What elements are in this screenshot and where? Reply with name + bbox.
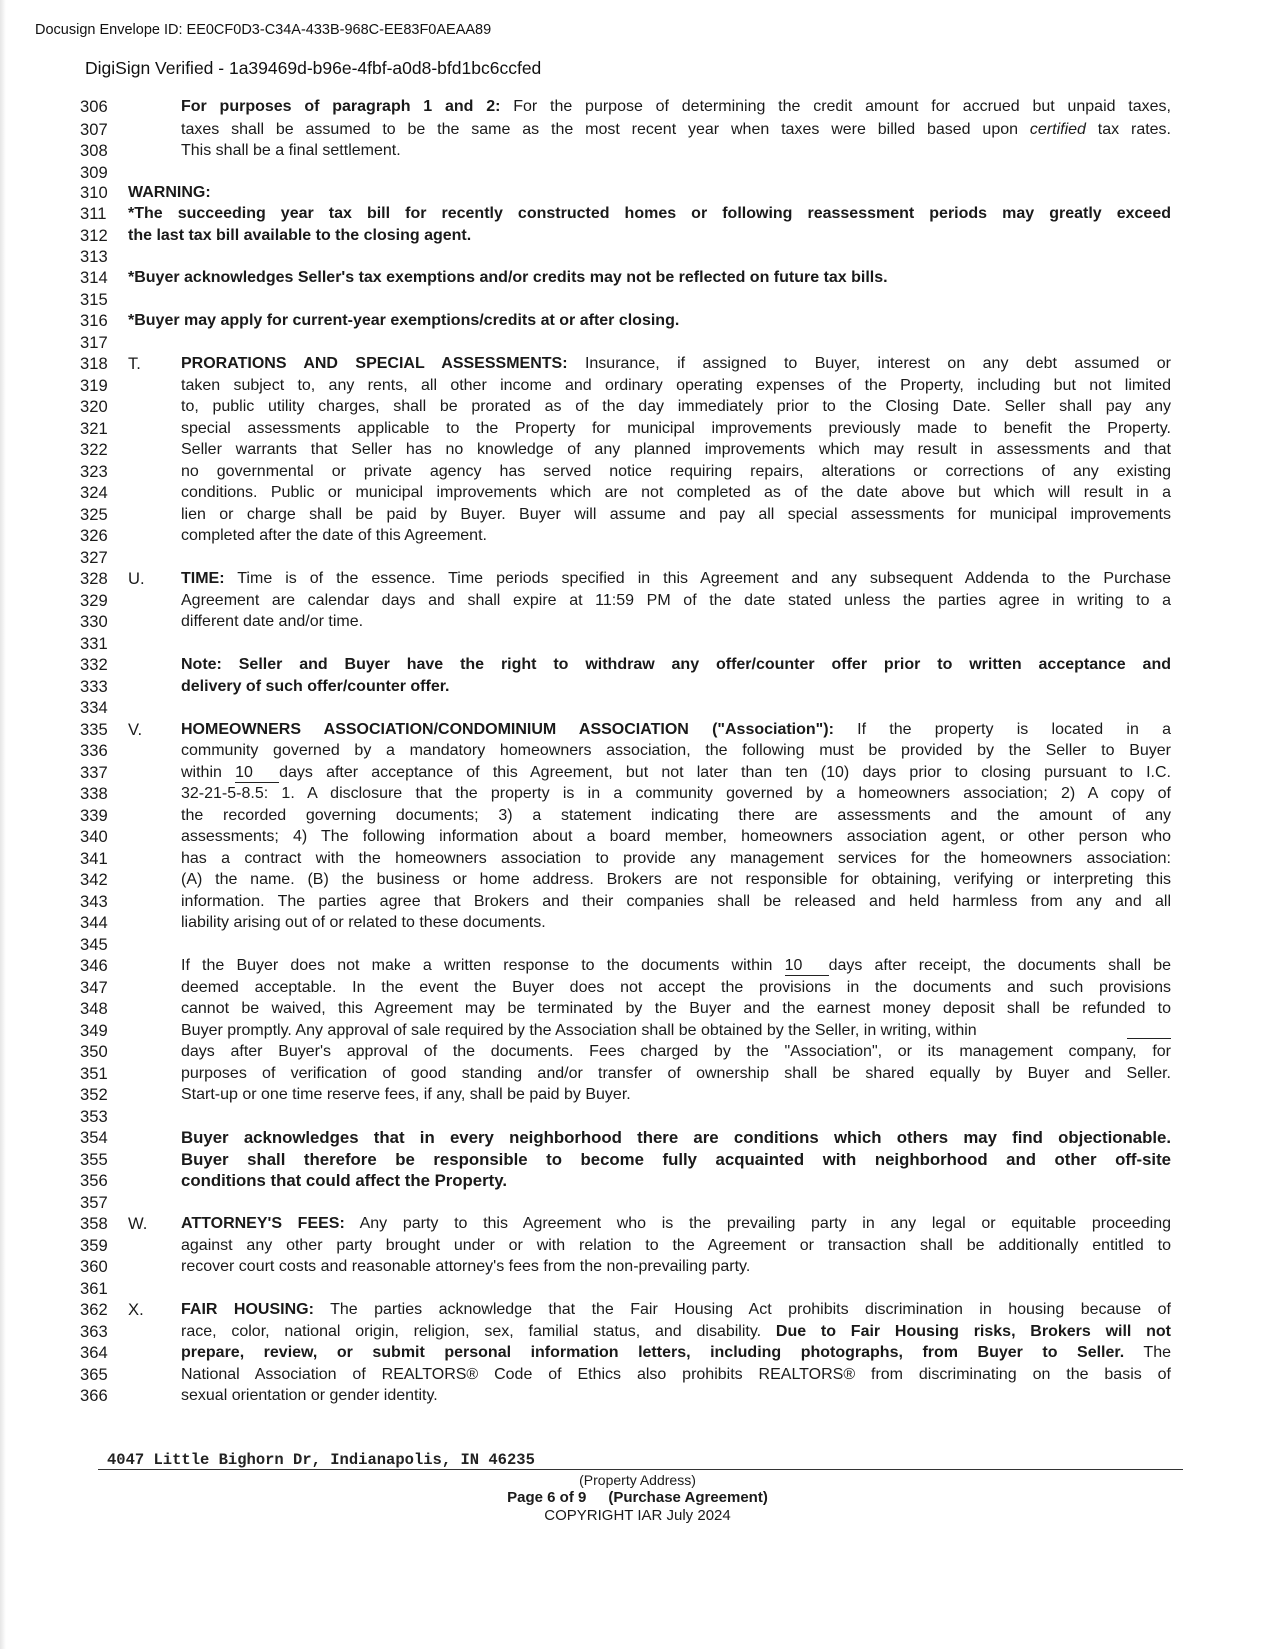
buyer-response-days-field[interactable]: 10 [785, 957, 829, 976]
line-353 [0, 1106, 1275, 1128]
line-number: 312 [80, 226, 108, 245]
line-number: 328 [80, 569, 108, 588]
line-number: 309 [80, 163, 108, 182]
line-348 [0, 998, 1275, 1020]
line-number: 317 [80, 333, 108, 352]
line-346 [0, 955, 1275, 977]
line-number: 338 [80, 784, 108, 803]
line-text: deemed acceptable. In the event the Buyer does not accept the provisions in the documents and such provisions [181, 979, 1171, 996]
line-text: special assessments applicable to the Property for municipal improvements previously made to benefit the Property. [181, 420, 1171, 437]
line-text: conditions. Public or municipal improvements which are not completed as of the date above but which will result in a [181, 484, 1171, 501]
line-text: cannot be waived, this Agreement may be terminated by the Buyer and the earnest money deposit shall be refunded to [181, 1000, 1171, 1017]
line-number: 366 [80, 1386, 108, 1405]
line-number: 329 [80, 591, 108, 610]
line-312 [0, 225, 1275, 247]
line-351 [0, 1063, 1275, 1085]
warning-text: *Buyer may apply for current-year exemptions/credits at or after closing. [128, 312, 680, 329]
line-text [181, 762, 1171, 784]
line-345 [0, 934, 1275, 956]
section-letter: W. [128, 1214, 148, 1233]
line-330 [0, 611, 1275, 633]
line-316 [0, 310, 1275, 332]
line-356 [0, 1170, 1275, 1192]
note-text: Note: Seller and Buyer have the right to withdraw any offer/counter offer prior to written acceptance and [181, 656, 1171, 673]
line-number: 353 [80, 1107, 108, 1126]
line-number: 342 [80, 870, 108, 889]
line-341 [0, 848, 1275, 870]
line-text: community governed by a mandatory homeowners association, the following must be provided by the Seller to Buyer [181, 742, 1171, 759]
line-311 [0, 203, 1275, 225]
warning-text: *Buyer acknowledges Seller's tax exemptions and/or credits may not be reflected on future tax bills. [128, 269, 888, 286]
line-number: 358 [80, 1214, 108, 1233]
line-325 [0, 504, 1275, 526]
line-306 [0, 96, 1275, 118]
line-number: 359 [80, 1236, 108, 1255]
copyright-notice: COPYRIGHT IAR July 2024 [544, 1507, 731, 1524]
line-number: 332 [80, 655, 108, 674]
line-333 [0, 676, 1275, 698]
line-358 [0, 1213, 1275, 1235]
line-number: 324 [80, 483, 108, 502]
hoa-docs-days-field[interactable]: 10 [235, 764, 279, 783]
line-347 [0, 977, 1275, 999]
line-text: (A) the name. (B) the business or home address. Brokers are not responsible for obtaining, verifying or interpreting this [181, 871, 1171, 888]
emphasis-text: prepare, review, or submit personal information letters, including photographs, from Buyer to Seller. [181, 1344, 1125, 1361]
line-314 [0, 267, 1275, 289]
line-number: 335 [80, 720, 108, 739]
line-number: 341 [80, 849, 108, 868]
line-number: 346 [80, 956, 108, 975]
line-344 [0, 912, 1275, 934]
line-354 [0, 1127, 1275, 1149]
line-number: 343 [80, 892, 108, 911]
line-331 [0, 633, 1275, 655]
section-heading: HOMEOWNERS ASSOCIATION/CONDOMINIUM ASSOCIATION ("Association"): [181, 721, 834, 738]
line-text [181, 719, 1171, 741]
line-number: 326 [80, 526, 108, 545]
body-text: If the Buyer does not make a written response to the documents within [181, 957, 785, 974]
line-310 [0, 182, 1275, 204]
line-327 [0, 547, 1275, 569]
line-313 [0, 246, 1275, 268]
line-number: 334 [80, 698, 108, 717]
line-number: 344 [80, 913, 108, 932]
line-number: 307 [80, 120, 108, 139]
line-number: 322 [80, 440, 108, 459]
body-text: within [181, 764, 236, 781]
line-338 [0, 783, 1275, 805]
line-number: 330 [80, 612, 108, 631]
line-text: Agreement are calendar days and shall expire at 11:59 PM of the date stated unless the parties agree in writing to a [181, 592, 1171, 609]
line-text: lien or charge shall be paid by Buyer. Buyer will assume and pay all special assessments for municipal improvements [181, 506, 1171, 523]
body-text: The parties acknowledge that the Fair Housing Act prohibits discrimination in housing because of [313, 1301, 1172, 1318]
line-322 [0, 439, 1275, 461]
body-text: Insurance, if assigned to Buyer, interest on any debt assumed or [567, 355, 1171, 372]
line-text: no governmental or private agency has served notice requiring repairs, alterations or corrections of any existing [181, 463, 1171, 480]
line-number: 357 [80, 1193, 108, 1212]
line-343 [0, 891, 1275, 913]
line-number: 339 [80, 806, 108, 825]
line-text: Seller warrants that Seller has no knowledge of any planned improvements which may result in assessments and that [181, 441, 1171, 458]
section-letter: U. [128, 569, 145, 588]
acknowledgement-text: conditions that could affect the Property. [181, 1171, 508, 1190]
line-number: 349 [80, 1021, 108, 1040]
line-text: days after Buyer's approval of the documents. Fees charged by the "Association", or its management company, for [181, 1043, 1171, 1060]
line-text: purposes of verification of good standing and/or transfer of ownership shall be shared equally by Buyer and Seller. [181, 1065, 1171, 1082]
line-number: 333 [80, 677, 108, 696]
line-text: the recorded governing documents; 3) a statement indicating there are assessments and the amount of any [181, 807, 1171, 824]
line-363 [0, 1321, 1275, 1343]
line-337 [0, 762, 1275, 784]
section-heading: PRORATIONS AND SPECIAL ASSESSMENTS: [181, 355, 568, 372]
acknowledgement-text: Buyer shall therefore be responsible to become fully acquainted with neighborhood and other off-site [181, 1150, 1171, 1169]
line-number: 356 [80, 1171, 108, 1190]
body-text: Time is of the essence. Time periods specified in this Agreement and any subsequent Addenda to the Purchase [224, 570, 1171, 587]
warning-text: the last tax bill available to the closing agent. [128, 227, 472, 244]
line-text: different date and/or time. [181, 613, 364, 630]
line-number: 314 [80, 268, 108, 287]
section-heading: FAIR HOUSING: [181, 1301, 314, 1318]
line-360 [0, 1256, 1275, 1278]
line-number: 331 [80, 634, 108, 653]
body-text: For the purpose of determining the credit amount for accrued but unpaid taxes, [500, 98, 1171, 115]
line-357 [0, 1192, 1275, 1214]
line-number: 350 [80, 1042, 108, 1061]
line-number: 360 [80, 1257, 108, 1276]
line-334 [0, 697, 1275, 719]
form-name: (Purchase Agreement) [608, 1489, 768, 1506]
line-364 [0, 1342, 1275, 1364]
acknowledgement-text: Buyer acknowledges that in every neighborhood there are conditions which others may find objectionable. [181, 1128, 1171, 1147]
note-text: delivery of such offer/counter offer. [181, 678, 450, 695]
line-323 [0, 461, 1275, 483]
line-number: 348 [80, 999, 108, 1018]
section-letter: V. [128, 720, 143, 739]
line-335 [0, 719, 1275, 741]
section-letter: T. [128, 354, 141, 373]
line-text: to, public utility charges, shall be prorated as of the day immediately prior to the Closing Date. Seller shall pay any [181, 398, 1171, 415]
property-address-label: (Property Address) [579, 1472, 696, 1488]
line-number: 355 [80, 1150, 108, 1169]
line-326 [0, 525, 1275, 547]
body-text: days after acceptance of this Agreement, but not later than ten (10) days prior to closing pursuant to I.C. [279, 764, 1171, 781]
line-321 [0, 418, 1275, 440]
line-number: 347 [80, 978, 108, 997]
line-361 [0, 1278, 1275, 1300]
line-text: taken subject to, any rents, all other income and ordinary operating expenses of the Property, including but not limited [181, 377, 1171, 394]
paragraph-heading: For purposes of paragraph 1 and 2: [181, 98, 501, 115]
line-number: 320 [80, 397, 108, 416]
line-309 [0, 162, 1275, 184]
emphasis-text: Due to Fair Housing risks, Brokers will not [775, 1323, 1172, 1340]
line-number: 365 [80, 1365, 108, 1384]
line-352 [0, 1084, 1275, 1106]
line-365 [0, 1364, 1275, 1386]
line-362 [0, 1299, 1275, 1321]
line-number: 362 [80, 1300, 108, 1319]
line-number: 361 [80, 1279, 108, 1298]
body-text: tax rates. [1085, 121, 1172, 138]
line-342 [0, 869, 1275, 891]
line-324 [0, 482, 1275, 504]
line-text [181, 119, 1171, 141]
line-308 [0, 140, 1275, 162]
line-text [181, 955, 1171, 977]
docusign-envelope-id: Docusign Envelope ID: EE0CF0D3-C34A-433B-968C-EE83F0AEAA89 [35, 22, 492, 38]
line-number: 315 [80, 290, 108, 309]
line-number: 363 [80, 1322, 108, 1341]
line-text: liability arising out of or related to these documents. [181, 914, 546, 931]
line-number: 323 [80, 462, 108, 481]
line-text: This shall be a final settlement. [181, 142, 401, 159]
warning-text: *The succeeding year tax bill for recently constructed homes or following reassessment periods may greatly exceed [128, 205, 1171, 222]
body-text: Buyer promptly. Any approval of sale required by the Association shall be obtained by the Seller, in writing, within [181, 1022, 977, 1039]
body-text: days after receipt, the documents shall be [828, 957, 1171, 974]
section-heading: TIME: [181, 570, 225, 587]
section-heading: ATTORNEY'S FEES: [181, 1215, 345, 1232]
line-339 [0, 805, 1275, 827]
line-315 [0, 289, 1275, 311]
line-text: completed after the date of this Agreement. [181, 527, 487, 544]
line-307 [0, 119, 1275, 141]
line-320 [0, 396, 1275, 418]
line-355 [0, 1149, 1275, 1171]
line-336 [0, 740, 1275, 762]
page-number: Page 6 of 9 [507, 1489, 587, 1506]
line-number: 340 [80, 827, 108, 846]
line-319 [0, 375, 1275, 397]
line-text [181, 1342, 1171, 1364]
line-number: 310 [80, 183, 108, 202]
line-number: 321 [80, 419, 108, 438]
line-text [181, 96, 1171, 118]
line-329 [0, 590, 1275, 612]
line-317 [0, 332, 1275, 354]
line-number: 319 [80, 376, 108, 395]
line-number: 306 [80, 97, 108, 116]
page-indicator [0, 1489, 1275, 1506]
warning-heading: WARNING: [128, 184, 211, 201]
body-text: If the property is located in a [833, 721, 1171, 738]
property-address-field[interactable]: 4047 Little Bighorn Dr, Indianapolis, IN 46235 [107, 1451, 535, 1469]
address-underline [98, 1469, 1183, 1470]
line-text: sexual orientation or gender identity. [181, 1387, 438, 1404]
line-text: recover court costs and reasonable attorney's fees from the non-prevailing party. [181, 1258, 751, 1275]
line-number: 311 [80, 204, 107, 223]
line-number: 354 [80, 1128, 108, 1147]
line-350 [0, 1041, 1275, 1063]
line-text: against any other party brought under or with relation to the Agreement or transaction shall be additionally entitled to [181, 1237, 1171, 1254]
line-text [181, 1321, 1171, 1343]
line-number: 336 [80, 741, 108, 760]
section-letter: X. [128, 1300, 144, 1319]
line-318 [0, 353, 1275, 375]
line-349 [0, 1020, 1275, 1042]
line-text: 32-21-5-8.5: 1. A disclosure that the property is in a community governed by a homeowners association; 2) A copy of [181, 785, 1171, 802]
line-332 [0, 654, 1275, 676]
body-text: The [1124, 1344, 1171, 1361]
line-text: information. The parties agree that Brokers and their companies shall be released and held harmless from any and all [181, 893, 1171, 910]
line-366 [0, 1385, 1275, 1407]
digisign-verified-stamp: DigiSign Verified - 1a39469d-b96e-4fbf-a0d8-bfd1bc6ccfed [85, 58, 542, 78]
line-text: assessments; 4) The following information about a board member, homeowners association agent, or other person who [181, 828, 1171, 845]
line-text [181, 1299, 1171, 1321]
line-number: 327 [80, 548, 108, 567]
line-text [181, 1020, 1171, 1042]
line-text [181, 568, 1171, 590]
line-number: 351 [80, 1064, 108, 1083]
body-text: Any party to this Agreement who is the prevailing party in any legal or equitable proceeding [344, 1215, 1172, 1232]
line-number: 352 [80, 1085, 108, 1104]
emphasis-text: certified [1029, 121, 1086, 138]
line-text: National Association of REALTORS® Code of Ethics also prohibits REALTORS® from discriminating on the basis of [181, 1366, 1171, 1383]
line-number: 345 [80, 935, 108, 954]
line-text: has a contract with the homeowners association to provide any management services for the homeowners association: [181, 850, 1171, 867]
body-text: taxes shall be assumed to be the same as the most recent year when taxes were billed based upon [181, 121, 1030, 138]
line-number: 337 [80, 763, 108, 782]
line-text: Start-up or one time reserve fees, if any, shall be paid by Buyer. [181, 1086, 631, 1103]
line-text [181, 353, 1171, 375]
line-number: 313 [80, 247, 108, 266]
line-359 [0, 1235, 1275, 1257]
line-number: 364 [80, 1343, 108, 1362]
line-340 [0, 826, 1275, 848]
line-number: 318 [80, 354, 108, 373]
line-text [181, 1213, 1171, 1235]
line-328 [0, 568, 1275, 590]
line-number: 316 [80, 311, 108, 330]
body-text: race, color, national origin, religion, sex, familial status, and disability. [181, 1323, 776, 1340]
line-number: 325 [80, 505, 108, 524]
association-approval-days-field[interactable] [1127, 1022, 1171, 1039]
line-number: 308 [80, 141, 108, 160]
